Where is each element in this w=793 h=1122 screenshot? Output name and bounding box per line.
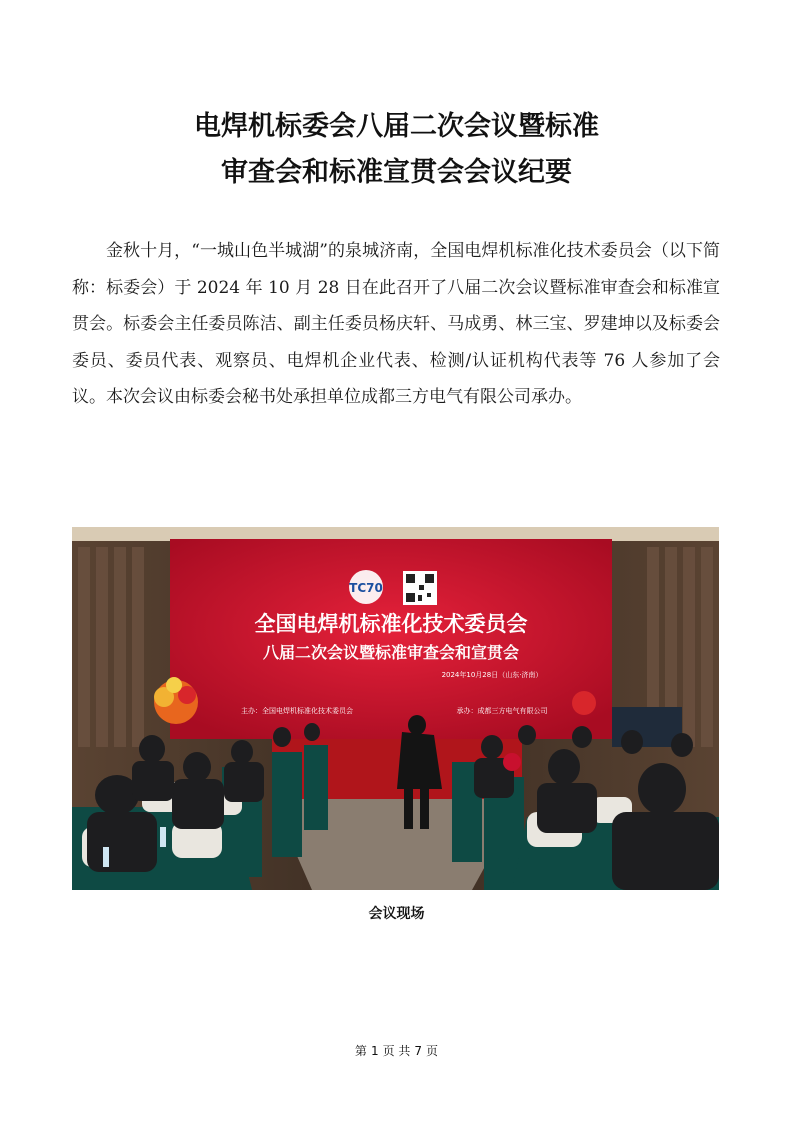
screen-host: 主办：全国电焊机标准化技术委员会 [241,707,353,715]
document-title [0,104,793,196]
photo-caption: 会议现场 [368,906,425,922]
title-line-2: 审查会和标准宣贯会会议纪要 [221,157,572,188]
footer-page-number: 1 [370,1044,379,1058]
screen-organizer: 承办：成都三方电气有限公司 [456,707,548,715]
footer-total-pages: 7 [414,1044,423,1058]
screen-date: 2024年10月28日（山东·济南） [441,671,543,679]
footer-suffix: 页 [426,1044,439,1058]
body-text [72,233,720,416]
logo-text: TC70 [349,581,383,595]
title-line-1: 电焊机标委会八届二次会议暨标准 [194,111,599,142]
footer-mid: 页 共 [382,1044,411,1058]
paragraph-1: 金秋十月，“一城山色半城湖”的泉城济南，全国电焊机标准化技术委员会（以下简称：标委会）于 2024 年 10 月 28 日在此召开了八届二次会议暨标准审查会和标准宣贯会。标委会主任委员陈洁、副主任委员杨庆轩、马成勇、林三宝、罗建坤以及标委会委员、委员代表、观察员、电焊机企业代表、检测/认证机构代表等 76 人参加了会议。本次会议由标委会秘书处承担单位成都三方电气有限公司承办。 [72,241,720,407]
meeting-photo-illustration [72,527,719,890]
screen-subtitle: 八届二次会议暨标准审查会和宣贯会 [262,643,520,662]
page-footer [0,1042,793,1059]
footer-prefix: 第 [354,1044,367,1058]
screen-title: 全国电焊机标准化技术委员会 [254,612,528,636]
meeting-photo [72,527,719,890]
